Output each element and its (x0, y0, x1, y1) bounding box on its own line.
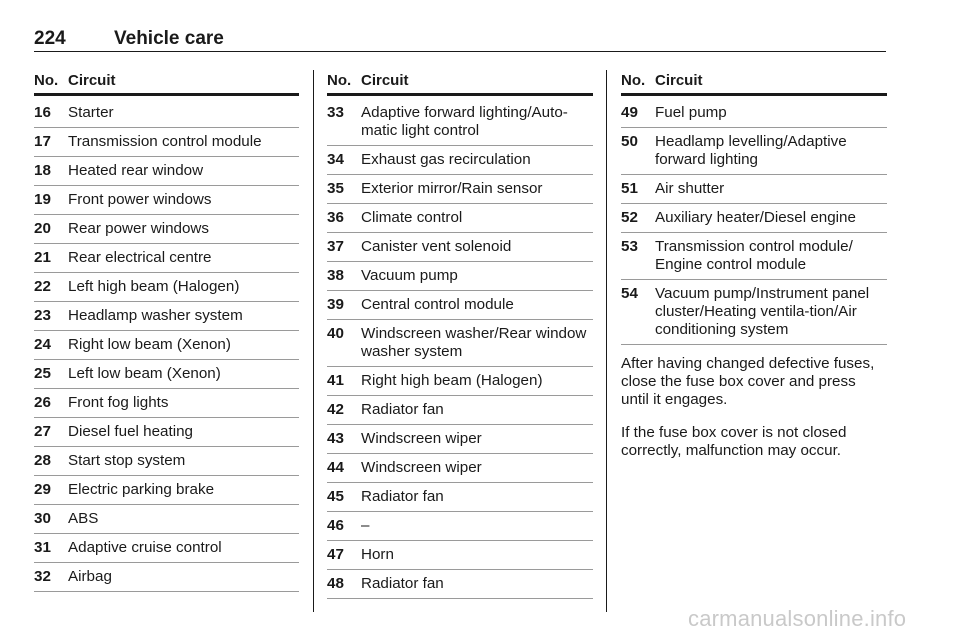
fuse-number: 24 (34, 336, 51, 353)
circuit-name: Central control module (361, 296, 514, 313)
page-number: 224 (34, 28, 66, 49)
fuse-number: 48 (327, 575, 344, 592)
header-circuit: Circuit (361, 72, 409, 89)
table-row (327, 146, 593, 175)
table-row (327, 570, 593, 599)
circuit-name: Fuel pump (655, 104, 727, 121)
circuit-name: Radiator fan (361, 488, 444, 505)
table-row (327, 541, 593, 570)
fuse-number: 28 (34, 452, 51, 469)
circuit-name: Headlamp washer system (68, 307, 243, 324)
fuse-number: 39 (327, 296, 344, 313)
circuit-name: Front fog lights (68, 394, 169, 411)
circuit-name: Right low beam (Xenon) (68, 336, 231, 353)
circuit-name: Transmission control module/ Engine control module (655, 238, 853, 273)
circuit-name: Windscreen washer/Rear window washer system (361, 325, 587, 360)
circuit-name: – (361, 517, 370, 534)
table-header (34, 70, 299, 96)
table-row (327, 396, 593, 425)
fuse-number: 31 (34, 539, 51, 556)
table-row (621, 204, 887, 233)
table-row (34, 157, 299, 186)
table-row (327, 99, 593, 146)
circuit-name: Rear power windows (68, 220, 209, 237)
circuit-name: Left high beam (Halogen) (68, 278, 240, 295)
fuse-table-column-1 (34, 70, 299, 592)
circuit-name: Horn (361, 546, 394, 563)
table-row (34, 244, 299, 273)
circuit-name: Starter (68, 104, 114, 121)
fuse-number: 44 (327, 459, 344, 476)
table-row (34, 273, 299, 302)
fuse-number: 26 (34, 394, 51, 411)
table-row (621, 280, 887, 345)
fuse-number: 52 (621, 209, 638, 226)
header-no: No. (621, 72, 646, 89)
table-row (621, 233, 887, 280)
table-row (621, 99, 887, 128)
circuit-name: Right high beam (Halogen) (361, 372, 543, 389)
circuit-name: Windscreen wiper (361, 459, 482, 476)
fuse-number: 37 (327, 238, 344, 255)
table-row (34, 331, 299, 360)
circuit-name: Airbag (68, 568, 112, 585)
circuit-name: ABS (68, 510, 99, 527)
fuse-table-column-2 (327, 70, 593, 599)
fuse-number: 19 (34, 191, 51, 208)
table-row (327, 512, 593, 541)
note-paragraph: After having changed defective fuses, close the fuse box cover and press until it engages. (621, 355, 875, 408)
fuse-number: 34 (327, 151, 344, 168)
circuit-name: Electric parking brake (68, 481, 215, 498)
circuit-name: Transmission control module (68, 133, 262, 150)
fuse-number: 50 (621, 133, 638, 150)
table-row (327, 320, 593, 367)
circuit-name: Climate control (361, 209, 463, 226)
fuse-number: 49 (621, 104, 638, 121)
circuit-name: Radiator fan (361, 401, 444, 418)
table-header (327, 70, 593, 96)
circuit-name: Exterior mirror/Rain sensor (361, 180, 543, 197)
page-title: Vehicle care (114, 28, 224, 49)
column-divider (606, 70, 607, 612)
fuse-number: 53 (621, 238, 638, 255)
table-row (621, 175, 887, 204)
table-rows (34, 99, 299, 592)
fuse-number: 45 (327, 488, 344, 505)
note-paragraph: If the fuse box cover is not closed correctly, malfunction may occur. (621, 424, 847, 460)
table-row (327, 175, 593, 204)
circuit-name: Adaptive forward lighting/Auto-matic light control (361, 104, 568, 139)
circuit-name: Headlamp levelling/Adaptive forward lighting (655, 133, 847, 168)
fuse-number: 40 (327, 325, 344, 342)
fuse-number: 42 (327, 401, 344, 418)
table-row (327, 262, 593, 291)
fuse-number: 51 (621, 180, 638, 197)
fuse-number: 20 (34, 220, 51, 237)
circuit-name: Adaptive cruise control (68, 539, 222, 556)
header-no: No. (34, 72, 59, 89)
table-row (34, 215, 299, 244)
table-row (327, 233, 593, 262)
header-no: No. (327, 72, 352, 89)
circuit-name: Left low beam (Xenon) (68, 365, 221, 382)
table-row (34, 476, 299, 505)
circuit-name: Air shutter (655, 180, 725, 197)
table-row (34, 447, 299, 476)
circuit-name: Canister vent solenoid (361, 238, 512, 255)
fuse-number: 46 (327, 517, 344, 534)
fuse-number: 36 (327, 209, 344, 226)
fuse-number: 38 (327, 267, 344, 284)
table-row (327, 204, 593, 233)
fuse-number: 33 (327, 104, 344, 121)
fuse-number: 21 (34, 249, 51, 266)
circuit-name: Vacuum pump (361, 267, 458, 284)
table-row (34, 99, 299, 128)
header-circuit: Circuit (68, 72, 116, 89)
header-circuit: Circuit (655, 72, 703, 89)
circuit-name: Rear electrical centre (68, 249, 212, 266)
fuse-number: 41 (327, 372, 344, 389)
fuse-number: 17 (34, 133, 51, 150)
fuse-number: 25 (34, 365, 51, 382)
table-row (34, 505, 299, 534)
fuse-number: 29 (34, 481, 51, 498)
table-row (34, 302, 299, 331)
table-row (34, 563, 299, 592)
fuse-table-column-3 (621, 70, 887, 475)
fuse-number: 47 (327, 546, 344, 563)
table-header (621, 70, 887, 96)
table-row (34, 389, 299, 418)
circuit-name: Exhaust gas recirculation (361, 151, 531, 168)
circuit-name: Windscreen wiper (361, 430, 482, 447)
table-row (327, 454, 593, 483)
fuse-number: 35 (327, 180, 344, 197)
table-row (34, 534, 299, 563)
fuse-number: 18 (34, 162, 51, 179)
fuse-number: 30 (34, 510, 51, 527)
page-header (34, 26, 886, 52)
circuit-name: Heated rear window (68, 162, 204, 179)
column-divider (313, 70, 314, 612)
table-row (34, 128, 299, 157)
circuit-name: Radiator fan (361, 575, 444, 592)
table-row (327, 367, 593, 396)
table-row (621, 128, 887, 175)
fuse-number: 23 (34, 307, 51, 324)
circuit-name: Front power windows (68, 191, 212, 208)
table-row (34, 186, 299, 215)
circuit-name: Start stop system (68, 452, 186, 469)
table-row (327, 425, 593, 454)
fuse-number: 54 (621, 285, 638, 302)
table-rows (621, 99, 887, 345)
table-row (327, 291, 593, 320)
circuit-name: Diesel fuel heating (68, 423, 193, 440)
table-row (34, 418, 299, 447)
fuse-number: 16 (34, 104, 51, 121)
circuit-name: Auxiliary heater/Diesel engine (655, 209, 856, 226)
fuse-number: 32 (34, 568, 51, 585)
table-row (327, 483, 593, 512)
table-rows (327, 99, 593, 599)
watermark: carmanualsonline.info (688, 606, 907, 631)
fuse-number: 27 (34, 423, 51, 440)
circuit-name: Vacuum pump/Instrument panel cluster/Heating ventila-tion/Air conditioning system (655, 285, 870, 338)
fuse-number: 22 (34, 278, 51, 295)
table-row (34, 360, 299, 389)
fuse-number: 43 (327, 430, 344, 447)
